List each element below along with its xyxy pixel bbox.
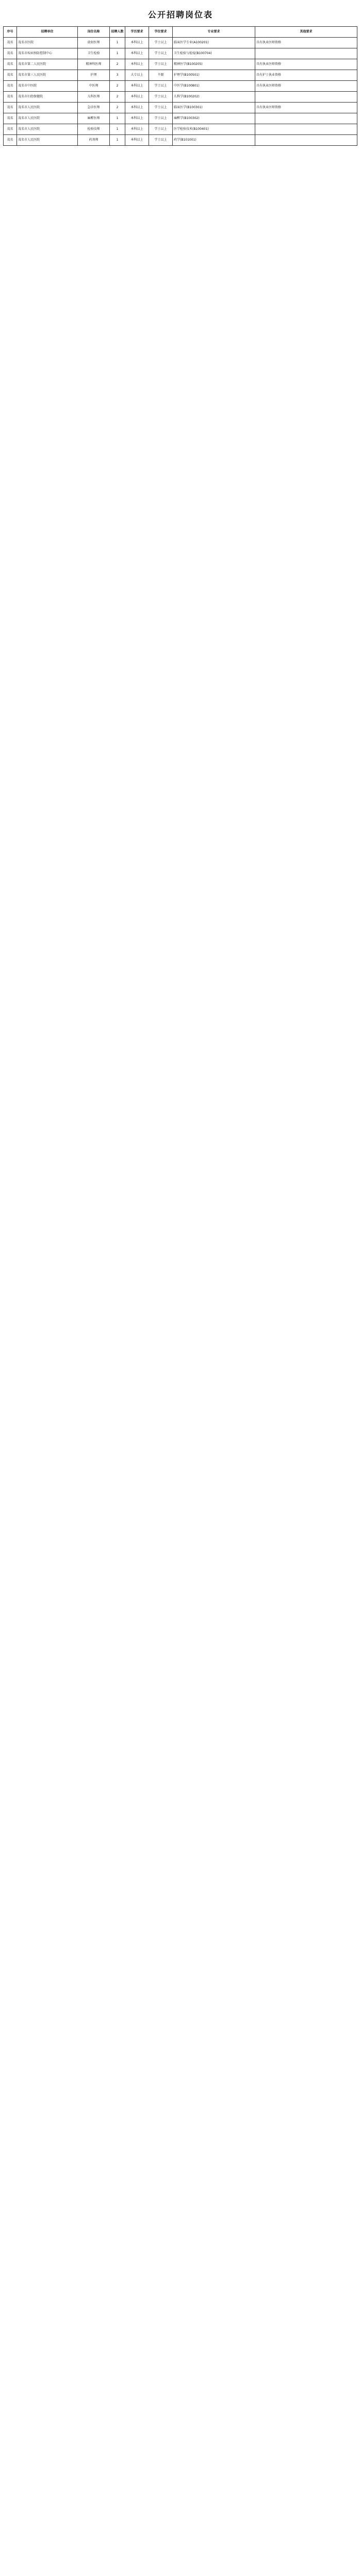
- table-cell: 学士以上: [149, 48, 173, 59]
- table-row: [4, 103, 357, 113]
- table-cell: 茂名: [4, 135, 17, 146]
- table-cell: [255, 135, 357, 146]
- table-cell: 本科以上: [125, 92, 149, 103]
- table-cell: 不限: [149, 70, 173, 81]
- table-cell: 茂名: [4, 103, 17, 113]
- header-degree: 学位要求: [149, 27, 173, 38]
- table-cell: 1: [110, 38, 125, 48]
- table-cell: 2: [110, 103, 125, 113]
- header-region: 序号: [4, 27, 17, 38]
- table-row: [4, 135, 357, 146]
- table-cell: 精神医学(B100205): [173, 59, 255, 70]
- table-cell: 儿科学(B100202): [173, 92, 255, 103]
- table-cell: 本科以上: [125, 48, 149, 59]
- table-cell: 学士以上: [149, 38, 173, 48]
- table-cell: 药剂师: [78, 135, 110, 146]
- table-cell: 具有执业医师资格: [255, 38, 357, 48]
- table-cell: 本科以上: [125, 135, 149, 146]
- table-cell: 麻醉医师: [78, 113, 110, 124]
- table-cell: 护理: [78, 70, 110, 81]
- table-cell: 茂名: [4, 38, 17, 48]
- table-cell: 1: [110, 113, 125, 124]
- recruitment-table: [3, 26, 357, 146]
- table-cell: 急诊医师: [78, 103, 110, 113]
- table-cell: 茂名: [4, 124, 17, 135]
- header-unit: 招聘单位: [17, 27, 78, 38]
- table-cell: 1: [110, 124, 125, 135]
- header-count: 招聘人数: [110, 27, 125, 38]
- table-cell: 茂名: [4, 48, 17, 59]
- header-education: 学历要求: [125, 27, 149, 38]
- table-cell: 2: [110, 81, 125, 92]
- table-cell: 检验技师: [78, 124, 110, 135]
- table-cell: 卫生检验与检疫(B100704): [173, 48, 255, 59]
- table-cell: 中医学(B100801): [173, 81, 255, 92]
- table-cell: 2: [110, 92, 125, 103]
- table-cell: 茂名市疾病预防控制中心: [17, 48, 78, 59]
- table-cell: 药学(B101001): [173, 135, 255, 146]
- header-major: 专业要求: [173, 27, 255, 38]
- table-cell: 学士以上: [149, 124, 173, 135]
- table-cell: [255, 48, 357, 59]
- table-cell: 茂名市人民医院: [17, 135, 78, 146]
- table-cell: 茂名: [4, 92, 17, 103]
- table-cell: 医学检验技术(B100401): [173, 124, 255, 135]
- table-cell: 1: [110, 135, 125, 146]
- table-cell: 2: [110, 59, 125, 70]
- table-cell: 学士以上: [149, 113, 173, 124]
- table-cell: 茂名: [4, 59, 17, 70]
- table-cell: 茂名市妇幼保健院: [17, 92, 78, 103]
- table-cell: 本科以上: [125, 103, 149, 113]
- table-cell: 茂名: [4, 81, 17, 92]
- table-cell: 茂名: [4, 70, 17, 81]
- table-cell: 具有执业医师资格: [255, 81, 357, 92]
- table-row: [4, 70, 357, 81]
- table-cell: 儿科医师: [78, 92, 110, 103]
- header-position: 岗位名称: [78, 27, 110, 38]
- table-cell: 1: [110, 48, 125, 59]
- table-cell: 本科以上: [125, 38, 149, 48]
- table-cell: 学士以上: [149, 81, 173, 92]
- table-cell: 茂名市人民医院: [17, 103, 78, 113]
- table-cell: 放射医师: [78, 38, 110, 48]
- table-row: [4, 92, 357, 103]
- table-row: [4, 124, 357, 135]
- table-row: [4, 59, 357, 70]
- table-cell: 茂名市医院: [17, 38, 78, 48]
- table-cell: 本科以上: [125, 81, 149, 92]
- table-cell: 学士以上: [149, 103, 173, 113]
- table-cell: 大专以上: [125, 70, 149, 81]
- page: [0, 0, 361, 166]
- table-cell: 茂名市中医院: [17, 81, 78, 92]
- table-row: [4, 81, 357, 92]
- table-cell: 学士以上: [149, 92, 173, 103]
- table-cell: 精神科医师: [78, 59, 110, 70]
- page-title: 公开招聘岗位表: [147, 10, 213, 20]
- table-cell: 麻醉学(B100302): [173, 113, 255, 124]
- table-cell: 学士以上: [149, 59, 173, 70]
- table-cell: 本科以上: [125, 113, 149, 124]
- table-cell: 茂名市人民医院: [17, 124, 78, 135]
- table-row: [4, 38, 357, 48]
- table-cell: 临床医学(B100301): [173, 103, 255, 113]
- table-row: [4, 113, 357, 124]
- table-cell: 具有执业医师资格: [255, 59, 357, 70]
- table-cell: 具有护士执业资格: [255, 70, 357, 81]
- table-cell: [255, 124, 357, 135]
- header-other: 其他要求: [255, 27, 357, 38]
- table-cell: 卫生检验: [78, 48, 110, 59]
- table-cell: [255, 113, 357, 124]
- table-cell: 茂名市人民医院: [17, 113, 78, 124]
- table-cell: 茂名市第二人民医院: [17, 59, 78, 70]
- table-cell: 中医师: [78, 81, 110, 92]
- table-cell: 本科以上: [125, 124, 149, 135]
- table-cell: 3: [110, 70, 125, 81]
- table-cell: 本科以上: [125, 59, 149, 70]
- table-cell: 学士以上: [149, 135, 173, 146]
- table-row: [4, 48, 357, 59]
- table-cell: 茂名: [4, 113, 17, 124]
- table-cell: 具有执业医师资格: [255, 103, 357, 113]
- table-cell: [255, 92, 357, 103]
- table-header-row: [4, 27, 357, 38]
- table-cell: 护理学(B100501): [173, 70, 255, 81]
- table-cell: 临床医学专业(A100201): [173, 38, 255, 48]
- table-cell: 茂名市第三人民医院: [17, 70, 78, 81]
